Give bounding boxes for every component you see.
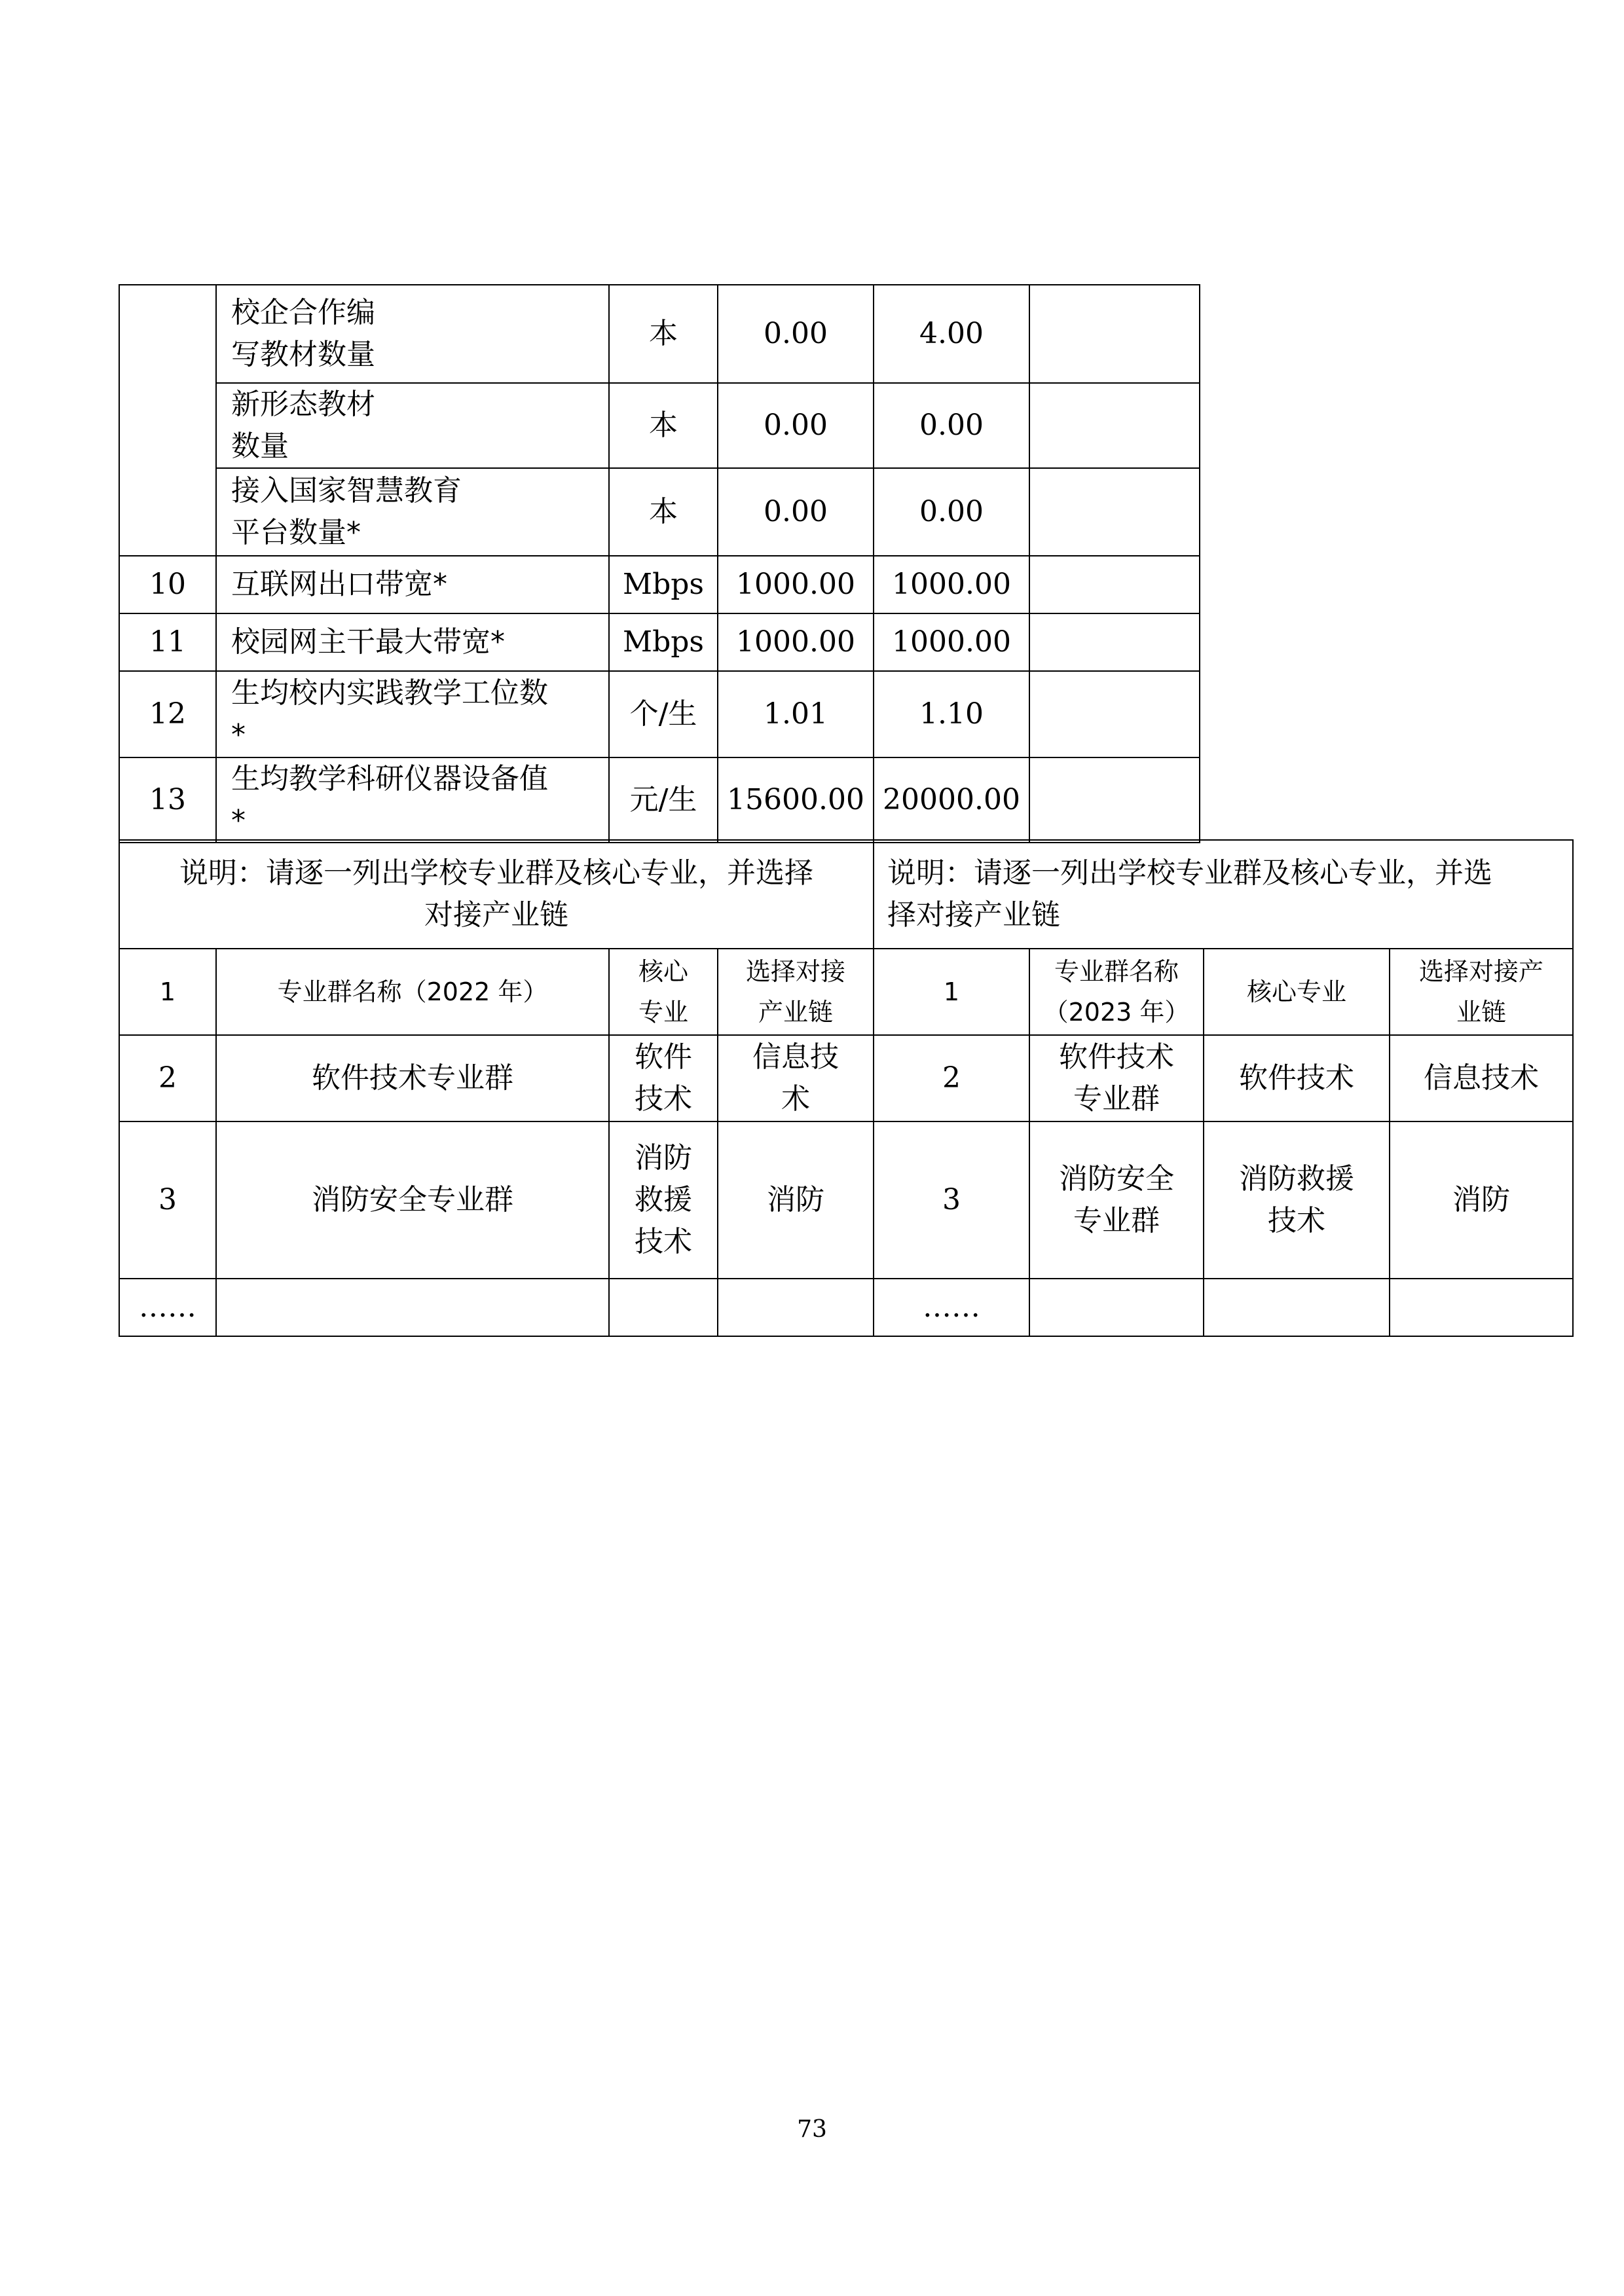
instruction-note-left <box>119 840 874 949</box>
empty-cell <box>609 1279 718 1336</box>
indicator-label <box>216 383 609 468</box>
indicator-table <box>119 284 1200 843</box>
empty-cell <box>1204 1279 1390 1336</box>
header-number: 1 <box>874 949 1029 1035</box>
row-number-cell: 13 <box>119 757 216 843</box>
label-line: 数量 <box>231 429 289 463</box>
header-group-name-2022: 专业群名称（2022 年） <box>216 949 609 1035</box>
cell-line: 术 <box>781 1082 810 1116</box>
instruction-note-right <box>874 840 1573 949</box>
header-line: 专业群名称 <box>1054 957 1179 986</box>
table-row <box>119 1121 1573 1279</box>
ellipsis-cell: …… <box>119 1279 216 1336</box>
row-number-cell: 2 <box>119 1035 216 1121</box>
indicator-label <box>216 285 609 383</box>
value-2022-cell: 0.00 <box>718 285 874 383</box>
header-group-name-2023 <box>1029 949 1204 1035</box>
label-line: 接入国家智慧教育 <box>231 474 462 507</box>
unit-cell: 元/生 <box>609 757 718 843</box>
group-name-cell: 消防安全专业群 <box>216 1121 609 1279</box>
note-cell <box>1029 671 1200 757</box>
row-number-cell: 2 <box>874 1035 1029 1121</box>
header-line: （2023 年） <box>1043 998 1190 1027</box>
cell-line: 信息技 <box>752 1040 839 1074</box>
value-2022-cell: 1000.00 <box>718 556 874 613</box>
note-cell <box>1029 613 1200 671</box>
cell-line: 软件技术 <box>1059 1040 1174 1074</box>
ellipsis-cell: …… <box>874 1279 1029 1336</box>
industry-chain-cell: 消防 <box>1390 1121 1573 1279</box>
note-cell <box>1029 556 1200 613</box>
cell-line: 软件 <box>635 1040 692 1074</box>
value-2023-cell: 1000.00 <box>874 556 1029 613</box>
label-line: 生均教学科研仪器设备值 <box>231 762 548 795</box>
value-2022-cell: 1000.00 <box>718 613 874 671</box>
row-number-cell <box>119 285 216 556</box>
core-specialty-cell <box>609 1121 718 1279</box>
value-2023-cell: 0.00 <box>874 468 1029 556</box>
label-line: 写教材数量 <box>231 338 375 371</box>
table-row <box>119 285 1200 383</box>
core-specialty-cell <box>609 1035 718 1121</box>
unit-cell: 本 <box>609 285 718 383</box>
group-name-cell <box>1029 1121 1204 1279</box>
cell-line: 技术 <box>635 1225 692 1258</box>
note-line: 说明：请逐一列出学校专业群及核心专业，并选 <box>887 856 1492 890</box>
value-2023-cell: 4.00 <box>874 285 1029 383</box>
row-number-cell: 3 <box>119 1121 216 1279</box>
note-cell <box>1029 383 1200 468</box>
header-line: 产业链 <box>758 998 833 1027</box>
value-2023-cell: 1.10 <box>874 671 1029 757</box>
cell-line: 消防 <box>635 1141 692 1175</box>
header-line: 业链 <box>1456 998 1506 1027</box>
table-row <box>119 1279 1573 1336</box>
value-2022-cell: 1.01 <box>718 671 874 757</box>
indicator-label: 互联网出口带宽* <box>216 556 609 613</box>
indicator-label <box>216 468 609 556</box>
row-number-cell: 11 <box>119 613 216 671</box>
industry-chain-cell: 信息技术 <box>1390 1035 1573 1121</box>
header-number: 1 <box>119 949 216 1035</box>
header-row <box>119 949 1573 1035</box>
empty-cell <box>1390 1279 1573 1336</box>
value-2023-cell: 1000.00 <box>874 613 1029 671</box>
unit-cell: 个/生 <box>609 671 718 757</box>
core-specialty-cell: 软件技术 <box>1204 1035 1390 1121</box>
header-line: 选择对接 <box>745 957 845 986</box>
cell-line: 技术 <box>635 1082 692 1116</box>
cell-line: 救援 <box>635 1183 692 1216</box>
value-2023-cell: 20000.00 <box>874 757 1029 843</box>
cell-line: 消防救援 <box>1239 1162 1354 1195</box>
cell-line: 技术 <box>1268 1204 1325 1237</box>
header-industry-chain <box>1390 949 1573 1035</box>
unit-cell: Mbps <box>609 613 718 671</box>
header-industry-chain <box>718 949 874 1035</box>
table-row <box>119 468 1200 556</box>
note-line: 对接产业链 <box>424 898 568 932</box>
label-line: 生均校内实践教学工位数 <box>231 676 548 710</box>
table-row <box>119 671 1200 757</box>
note-line: 说明：请逐一列出学校专业群及核心专业，并选择 <box>179 856 813 890</box>
cell-line: 专业群 <box>1073 1082 1160 1116</box>
header-line: 选择对接产 <box>1418 957 1543 986</box>
empty-cell <box>718 1279 874 1336</box>
table-row <box>119 613 1200 671</box>
row-number-cell: 10 <box>119 556 216 613</box>
empty-cell <box>1029 1279 1204 1336</box>
indicator-label: 校园网主干最大带宽* <box>216 613 609 671</box>
table-row <box>119 383 1200 468</box>
core-specialty-cell <box>1204 1121 1390 1279</box>
industry-chain-cell: 消防 <box>718 1121 874 1279</box>
unit-cell: Mbps <box>609 556 718 613</box>
value-2022-cell: 0.00 <box>718 383 874 468</box>
header-core-specialty: 核心专业 <box>1204 949 1390 1035</box>
unit-cell: 本 <box>609 468 718 556</box>
page-number: 73 <box>797 2116 827 2143</box>
note-cell <box>1029 285 1200 383</box>
table-row <box>119 556 1200 613</box>
label-line: * <box>231 804 246 837</box>
table-row <box>119 840 1573 949</box>
indicator-label <box>216 671 609 757</box>
cell-line: 专业群 <box>1073 1204 1160 1237</box>
label-line: * <box>231 718 246 752</box>
indicator-label <box>216 757 609 843</box>
header-line: 专业 <box>638 998 688 1027</box>
empty-cell <box>216 1279 609 1336</box>
value-2023-cell: 0.00 <box>874 383 1029 468</box>
label-line: 新形态教材 <box>231 388 375 421</box>
group-name-cell <box>1029 1035 1204 1121</box>
header-line: 核心 <box>638 957 688 986</box>
table-row <box>119 757 1200 843</box>
label-line: 平台数量* <box>231 516 361 549</box>
note-cell <box>1029 468 1200 556</box>
specialty-group-table <box>119 839 1574 1337</box>
cell-line: 消防安全 <box>1059 1162 1174 1195</box>
industry-chain-cell <box>718 1035 874 1121</box>
value-2022-cell: 0.00 <box>718 468 874 556</box>
note-cell <box>1029 757 1200 843</box>
row-number-cell: 3 <box>874 1121 1029 1279</box>
value-2022-cell: 15600.00 <box>718 757 874 843</box>
table-row <box>119 1035 1573 1121</box>
row-number-cell: 12 <box>119 671 216 757</box>
label-line: 校企合作编 <box>231 296 375 329</box>
header-core-specialty <box>609 949 718 1035</box>
group-name-cell: 软件技术专业群 <box>216 1035 609 1121</box>
note-line: 择对接产业链 <box>887 898 1060 932</box>
unit-cell: 本 <box>609 383 718 468</box>
